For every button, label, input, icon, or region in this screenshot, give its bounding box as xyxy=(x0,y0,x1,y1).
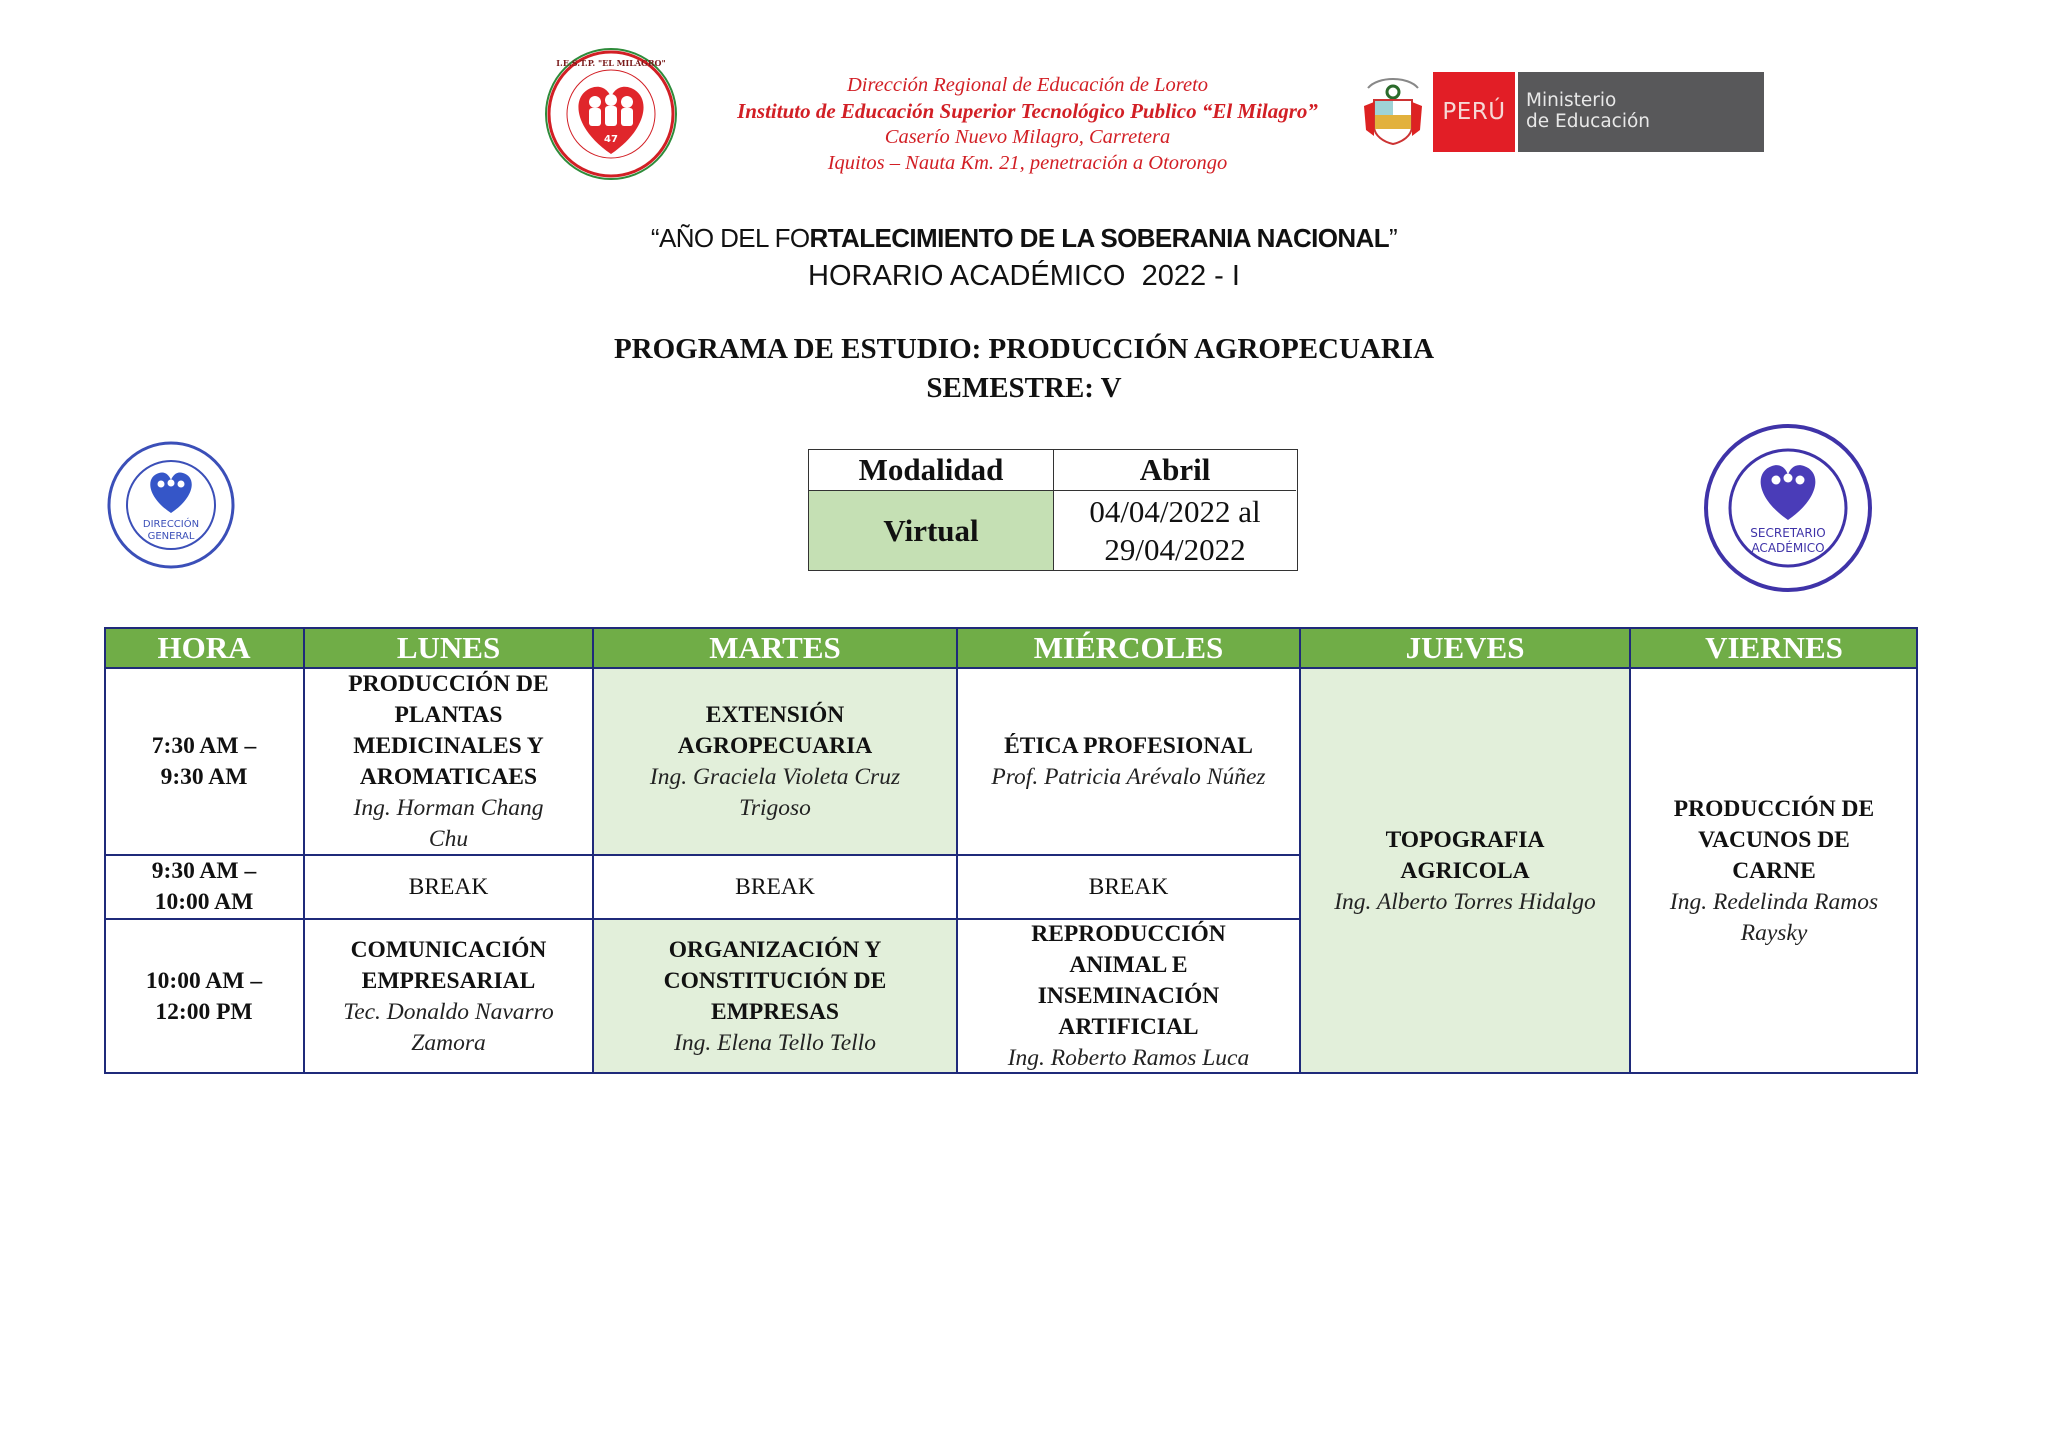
teacher-name: Zamora xyxy=(411,1029,486,1056)
teacher-name: Prof. Patricia Arévalo Núñez xyxy=(991,763,1266,790)
hour-slot-2 xyxy=(104,855,304,919)
modality-value: Virtual xyxy=(809,491,1054,570)
class-cell-miercoles-3 xyxy=(957,919,1300,1074)
hour-slot-1 xyxy=(104,668,304,855)
secretary-stamp-icon xyxy=(1700,420,1876,596)
modality-header: Modalidad xyxy=(809,450,1054,491)
peru-coat-of-arms-icon xyxy=(1360,70,1426,154)
course-name: ORGANIZACIÓN Y xyxy=(668,936,882,963)
col-divider-3 xyxy=(956,627,958,1074)
table-border-right xyxy=(1916,627,1918,1074)
year-slogan xyxy=(0,223,2048,254)
class-cell-martes-1 xyxy=(593,668,957,855)
peru-label: PERÚ xyxy=(1433,72,1515,152)
table-border-left xyxy=(104,627,106,1074)
header-viernes: VIERNES xyxy=(1630,627,1918,669)
date-range-end: 29/04/2022 xyxy=(1104,531,1246,567)
date-range-start: 04/04/2022 al xyxy=(1089,493,1261,529)
col-divider-4 xyxy=(1299,627,1301,1074)
hour-slot-2-start: 9:30 AM – xyxy=(151,858,257,884)
table-border-bottom xyxy=(104,1072,1918,1074)
teacher-name: Ing. Redelinda Ramos xyxy=(1669,888,1879,915)
secretary-stamp-line1: SECRETARIO xyxy=(1750,526,1826,540)
course-name: REPRODUCCIÓN xyxy=(1031,921,1226,947)
secretary-stamp xyxy=(1700,420,1876,596)
schedule-table xyxy=(104,627,1918,1074)
course-name: ANIMAL E xyxy=(1069,952,1188,978)
direction-stamp-icon xyxy=(103,437,239,573)
course-name: MEDICINALES Y xyxy=(353,732,544,759)
program-title: PROGRAMA DE ESTUDIO: PRODUCCIÓN AGROPECUARIA xyxy=(613,333,1435,365)
hour-slot-3-end: 12:00 PM xyxy=(155,998,253,1025)
header-divider xyxy=(104,667,1918,669)
minedu-logo xyxy=(1360,70,1764,154)
year-slogan-part3: ” xyxy=(1389,223,1398,253)
table-border-top xyxy=(104,627,1918,629)
course-name: AGRICOLA xyxy=(1400,857,1530,884)
class-cell-jueves xyxy=(1300,668,1630,1074)
course-name: INSEMINACIÓN xyxy=(1037,983,1220,1009)
hour-slot-3-start: 10:00 AM – xyxy=(145,967,263,994)
course-name: EXTENSIÓN xyxy=(705,701,845,728)
header-martes: MARTES xyxy=(593,627,957,669)
hour-slot-1-start: 7:30 AM – xyxy=(151,732,257,759)
break-cell-lunes: BREAK xyxy=(408,873,489,900)
course-name: VACUNOS DE xyxy=(1698,826,1850,853)
svg-text:47: 47 xyxy=(604,134,618,145)
course-name: TOPOGRAFIA xyxy=(1385,826,1545,853)
direction-stamp xyxy=(103,437,239,573)
header-miercoles: MIÉRCOLES xyxy=(957,627,1300,669)
ministry-line-1: Ministerio xyxy=(1526,90,1617,111)
class-cell-martes-3 xyxy=(593,919,957,1074)
teacher-name: Tec. Donaldo Navarro xyxy=(343,998,554,1025)
course-name: CONSTITUCIÓN DE xyxy=(663,967,887,994)
svg-text:I.E.S.T.P. "EL MILAGRO": I.E.S.T.P. "EL MILAGRO" xyxy=(556,58,666,68)
direction-stamp-line1: DIRECCIÓN xyxy=(142,519,200,530)
course-name: PRODUCCIÓN DE xyxy=(1673,795,1875,822)
modality-table xyxy=(808,449,1298,571)
institution-header xyxy=(640,72,1415,176)
hour-slot-1-end: 9:30 AM xyxy=(160,763,248,790)
year-slogan-part1: “AÑO DEL FO xyxy=(650,223,810,253)
ministry-line-2: de Educación xyxy=(1526,111,1651,132)
break-cell-miercoles: BREAK xyxy=(1088,873,1169,900)
address-line-2: Iquitos – Nauta Km. 21, penetración a Otorongo xyxy=(827,152,1228,174)
semester-title: SEMESTRE: V xyxy=(926,372,1122,404)
year-slogan-part2: RTALECIMIENTO DE LA SOBERANIA NACIONAL xyxy=(809,223,1390,253)
course-name: PRODUCCIÓN DE xyxy=(348,670,549,697)
course-name: CARNE xyxy=(1732,857,1816,884)
institute-name: Instituto de Educación Superior Tecnológico Publico “El Milagro” xyxy=(737,99,1318,123)
course-name: AGROPECUARIA xyxy=(677,732,873,759)
header-jueves: JUEVES xyxy=(1300,627,1630,669)
course-name: AROMATICAES xyxy=(359,763,538,790)
col-divider-5 xyxy=(1629,627,1631,1074)
header-lunes: LUNES xyxy=(304,627,593,669)
row-divider-1 xyxy=(104,854,1300,856)
teacher-name: Trigoso xyxy=(739,794,811,821)
regional-direction: Dirección Regional de Educación de Loreto xyxy=(846,74,1209,96)
schedule-title: HORARIO ACADÉMICO 2022 - I xyxy=(808,260,1240,292)
month-header: Abril xyxy=(1054,450,1296,491)
course-name: COMUNICACIÓN xyxy=(350,936,547,963)
teacher-name: Ing. Horman Chang xyxy=(353,794,544,821)
course-name: ÉTICA PROFESIONAL xyxy=(1004,732,1253,759)
header-hora: HORA xyxy=(104,627,304,669)
course-name: ARTIFICIAL xyxy=(1058,1014,1199,1040)
hour-slot-3 xyxy=(104,919,304,1074)
ministry-label xyxy=(1518,72,1764,152)
col-divider-1 xyxy=(303,627,305,1074)
class-cell-viernes xyxy=(1630,668,1918,1074)
class-cell-lunes-3 xyxy=(304,919,593,1074)
teacher-name: Ing. Roberto Ramos Luca xyxy=(1007,1045,1250,1071)
secretary-stamp-line2: ACADÉMICO xyxy=(1751,541,1825,555)
address-line-1: Caserío Nuevo Milagro, Carretera xyxy=(884,126,1171,148)
teacher-name: Ing. Elena Tello Tello xyxy=(674,1029,876,1056)
course-name: EMPRESAS xyxy=(711,998,839,1025)
teacher-name: Ing. Graciela Violeta Cruz xyxy=(649,763,901,790)
class-cell-lunes-1 xyxy=(304,668,593,855)
course-name: PLANTAS xyxy=(394,701,503,728)
teacher-name: Raysky xyxy=(1740,919,1808,946)
col-divider-2 xyxy=(592,627,594,1074)
course-name: EMPRESARIAL xyxy=(361,967,536,994)
teacher-name: Chu xyxy=(428,825,469,852)
date-range xyxy=(1054,491,1296,570)
row-divider-2 xyxy=(104,918,1300,920)
teacher-name: Ing. Alberto Torres Hidalgo xyxy=(1334,888,1596,915)
direction-stamp-line2: GENERAL xyxy=(147,531,195,542)
hour-slot-2-end: 10:00 AM xyxy=(154,889,254,915)
break-cell-martes: BREAK xyxy=(735,873,815,900)
class-cell-miercoles-1 xyxy=(957,668,1300,855)
